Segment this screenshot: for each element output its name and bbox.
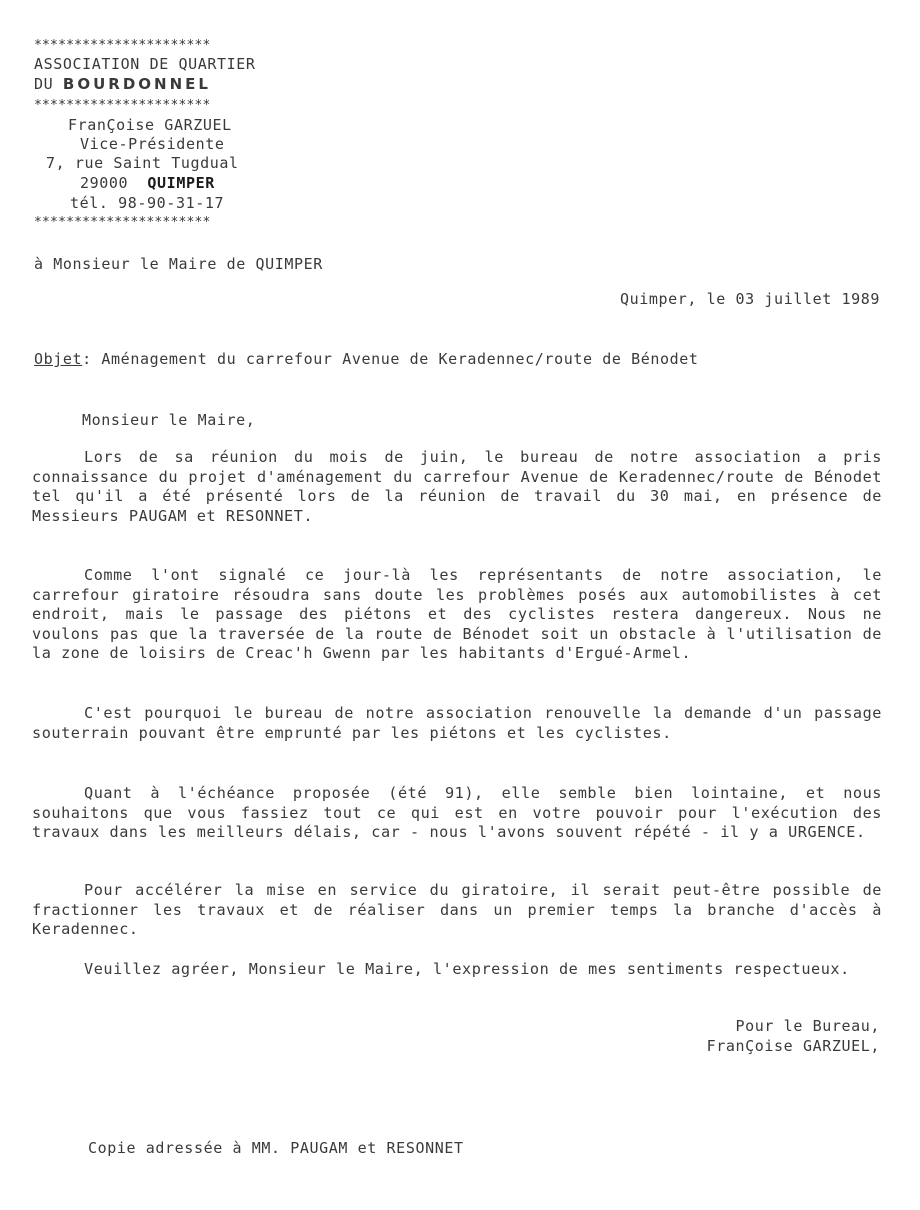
- subject-text: Aménagement du carrefour Avenue de Keradennec/route de Bénodet: [101, 350, 699, 368]
- signature-line1: Pour le Bureau,: [735, 1017, 880, 1035]
- place-date: Quimper, le 03 juillet 1989: [619, 290, 880, 308]
- letterhead-postcode: 29000: [80, 174, 129, 192]
- letterhead-role: Vice-Présidente: [80, 135, 225, 153]
- body-paragraph-6: Veuillez agréer, Monsieur le Maire, l'expression de mes sentiments respectueux.: [84, 960, 850, 978]
- body-paragraph-1: Lors de sa réunion du mois de juin, le bureau de notre association a pris connaissance du projet d'aménagement du carrefour Avenue de Keradennec/route de Bénodet tel qu'il a été présenté lors de la réunion de travail du 30 mai, en présence de Messieurs PAUGAM et RESONNET.: [32, 448, 882, 525]
- signature-line2: FranÇoise GARZUEL,: [706, 1037, 880, 1055]
- letterhead-org-line1: ASSOCIATION DE QUARTIER: [34, 55, 256, 73]
- copy-note: Copie adressée à MM. PAUGAM et RESONNET: [88, 1139, 464, 1157]
- body-paragraph-4: Quant à l'échéance proposée (été 91), elle semble bien lointaine, et nous souhaitons que vous fassiez tout ce qui est en votre pouvoir pour l'exécution des travaux dans les meilleurs délais, car - nous l'avons souvent répété - il y a URGENCE.: [32, 784, 882, 841]
- subject-line: [34, 350, 699, 369]
- letterhead-name: FranÇoise GARZUEL: [68, 116, 232, 134]
- body-paragraph-3: C'est pourquoi le bureau de notre association renouvelle la demande d'un passage souterrain pouvant être emprunté par les piétons et les cyclistes.: [32, 704, 882, 742]
- letterhead-stars-top: **********************: [34, 38, 211, 53]
- letterhead-org-prefix: DU: [34, 75, 63, 93]
- letterhead-street: 7, rue Saint Tugdual: [46, 154, 239, 172]
- letterhead-phone: tél. 98-90-31-17: [70, 194, 225, 212]
- subject-separator: :: [82, 350, 102, 368]
- recipient: à Monsieur le Maire de QUIMPER: [34, 255, 323, 273]
- salutation: Monsieur le Maire,: [82, 411, 256, 429]
- subject-label: Objet: [34, 350, 83, 368]
- letterhead-org-name: BOURDONNEL: [62, 75, 211, 93]
- body-paragraph-2: Comme l'ont signalé ce jour-là les représentants de notre association, le carrefour giratoire résoudra sans doute les problèmes posés aux automobilistes à cet endroit, mais le passage des piétons et des cyclistes restera dangereux. Nous ne voulons pas que la traversée de la route de Bénodet soit un obstacle à l'utilisation de la zone de loisirs de Creac'h Gwenn par les habitants d'Ergué-Armel.: [32, 566, 882, 662]
- letterhead-stars-bottom: **********************: [34, 215, 211, 230]
- body-paragraph-5: Pour accélérer la mise en service du giratoire, il serait peut-être possible de fractionner les travaux et de réaliser dans un premier temps la branche d'accès à Keradennec.: [32, 881, 882, 938]
- letterhead-city-line: [80, 174, 215, 193]
- letterhead-org-line2: [34, 75, 211, 94]
- letterhead-city: QUIMPER: [147, 174, 215, 192]
- letterhead-stars-mid: **********************: [34, 98, 211, 113]
